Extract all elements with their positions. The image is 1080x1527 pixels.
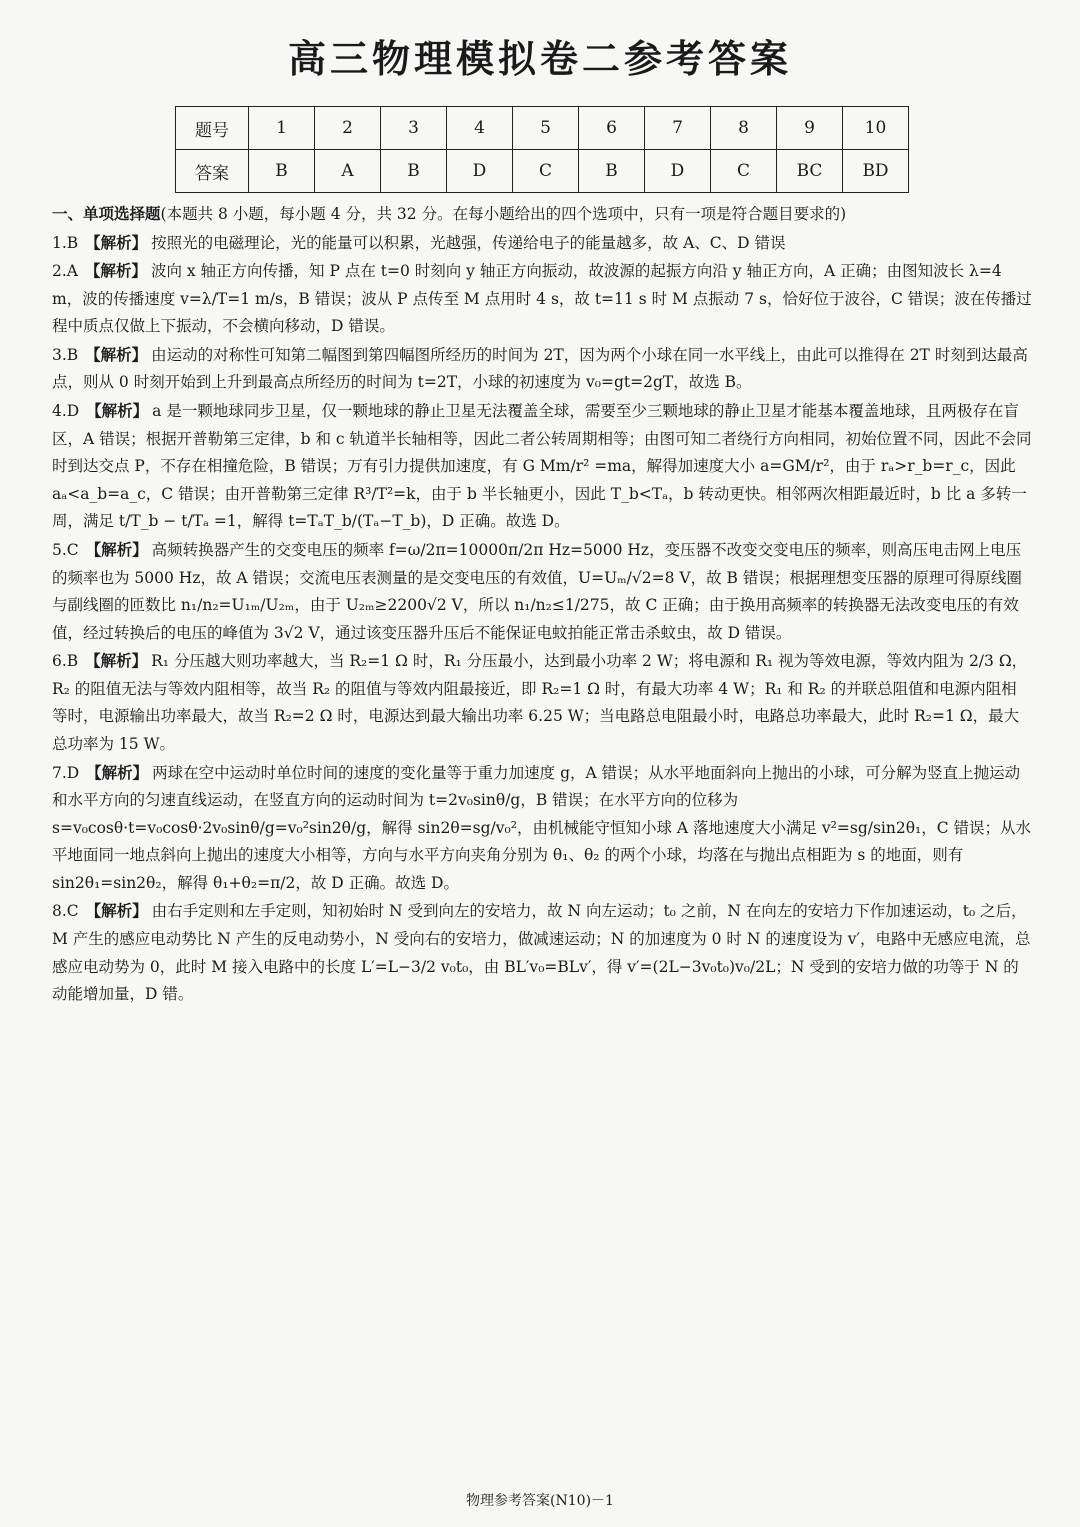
- question-number: 5: [513, 107, 579, 150]
- answer-table: [175, 106, 909, 193]
- item-number: 5.C: [52, 540, 79, 559]
- item-number: 4.D: [52, 402, 80, 421]
- section-heading: 一、单项选择题: [52, 204, 161, 223]
- header-label: 题号: [176, 107, 249, 150]
- item-number: 6.B: [52, 652, 79, 671]
- answer-cell: BC: [777, 150, 843, 193]
- answer-cell: D: [447, 150, 513, 193]
- question-number: 2: [315, 107, 381, 150]
- question-number: 6: [579, 107, 645, 150]
- question-number: 4: [447, 107, 513, 150]
- answer-label: 答案: [176, 150, 249, 193]
- analysis-tag: 【解析】: [85, 344, 148, 364]
- explanation-item: [52, 536, 1032, 647]
- section-note: (本题共 8 小题，每小题 4 分，共 32 分。在每小题给出的四个选项中，只有一项是符合题目要求的): [160, 205, 847, 223]
- item-number: 2.A: [52, 262, 78, 281]
- explanations-body: [52, 200, 1032, 1009]
- explanation-item: [52, 759, 1032, 898]
- analysis-tag: 【解析】: [85, 901, 148, 921]
- question-number: 1: [249, 107, 315, 150]
- explanation-item: [52, 229, 1032, 258]
- answer-cell: D: [645, 150, 711, 193]
- item-text: 由右手定则和左手定则，知初始时 N 受到向左的安培力，故 N 向左运动；t₀ 之前，N 在向左的安培力下作加速运动，t₀ 之后，M 产生的感应电动势比 N 产生的反电动势小，N 受向右的安培力，做减速运动；N 的加速度为 0 时 N 的速度设为 v′，电路中无感应电流，总感应电动势为 0，此时 M 接入电路中的长度 L′=L−3/2 v₀t₀，由 BL′v₀=BLv′，得 v′=(2L−3v₀t₀)v₀/2L；N 受到的安培力做的功等于 N 的动能增加量，D 错。: [52, 902, 1031, 1004]
- item-number: 8.C: [52, 902, 79, 921]
- explanation-item: [52, 341, 1032, 397]
- answer-cell: B: [381, 150, 447, 193]
- item-text: 按照光的电磁理论，光的能量可以积累，光越强，传递给电子的能量越多，故 A、C、D 错误: [151, 233, 786, 252]
- page-title: 高三物理模拟卷二参考答案: [287, 36, 792, 81]
- question-number: 3: [381, 107, 447, 150]
- item-number: 1.B: [52, 233, 79, 252]
- item-number: 7.D: [52, 763, 80, 782]
- item-text: 高频转换器产生的交变电压的频率 f=ω/2π=10000π/2π Hz=5000 Hz，变压器不改变交变电压的频率，则高压电击网上电压的频率也为 5000 Hz，故 A 错误；交流电压表测量的是交变电压的有效值，U=Uₘ/√2=8 V，故 B 错误；根据理想变压器的原理可得原线圈与副线圈的匝数比 n₁/n₂=U₁ₘ/U₂ₘ，由于 U₂ₘ≥2200√2 V，所以 n₁/n₂≤1/275，故 C 正确；由于换用高频率的转换器无法改变电压的有效值，经过转换后的电压的峰值为 3√2 V，通过该变压器升压后不能保证电蚊拍能正常击杀蚊虫，故 D 错误。: [52, 540, 1022, 642]
- answer-row: [176, 150, 909, 193]
- question-number: 8: [711, 107, 777, 150]
- analysis-tag: 【解析】: [85, 651, 148, 671]
- explanation-item: [52, 257, 1032, 341]
- explanation-item: [52, 897, 1032, 1008]
- explanation-item: [52, 647, 1032, 758]
- answer-cell: C: [711, 150, 777, 193]
- question-number: 9: [777, 107, 843, 150]
- answer-cell: A: [315, 150, 381, 193]
- analysis-tag: 【解析】: [85, 232, 148, 252]
- answer-cell: B: [579, 150, 645, 193]
- answer-cell: C: [513, 150, 579, 193]
- analysis-tag: 【解析】: [84, 261, 147, 281]
- analysis-tag: 【解析】: [85, 539, 148, 559]
- item-text: R₁ 分压越大则功率越大，当 R₂=1 Ω 时，R₁ 分压最小，达到最小功率 2 W；将电源和 R₁ 视为等效电源，等效内阻为 2/3 Ω，R₂ 的阻值无法与等效内阻相等，故当 R₂ 的阻值与等效内阻最接近，即 R₂=1 Ω 时，有最大功率 4 W；R₁ 和 R₂ 的并联总阻值和电源内阻相等时，电源输出功率最大，故当 R₂=2 Ω 时，电源达到最大输出功率 6.25 W；当电路总电阻最小时，电路总功率最大，此时 R₂=1 Ω，最大总功率为 15 W。: [52, 652, 1028, 753]
- item-text: 两球在空中运动时单位时间的速度的变化量等于重力加速度 g，A 错误；从水平地面斜向上抛出的小球，可分解为竖直上抛运动和水平方向的匀速直线运动，在竖直方向的运动时间为 t=2v₀sinθ/g，B 错误；在水平方向的位移为 s=v₀cosθ·t=v₀cosθ·2v₀sinθ/g=v₀²sin2θ/g，解得 sin2θ=sg/v₀²，由机械能守恒知小球 A 落地速度大小满足 v²=sg/sin2θ₁，C 错误；从水平地面同一地点斜向上抛出的速度大小相等，方向与水平方向夹角分别为 θ₁、θ₂ 的两个小球，均落在与抛出点相距为 s 的地面，则有 sin2θ₁=sin2θ₂，解得 θ₁+θ₂=π/2，故 D 正确。故选 D。: [52, 763, 1032, 892]
- item-text: 由运动的对称性可知第二幅图到第四幅图所经历的时间为 2T，因为两个小球在同一水平线上，由此可以推得在 2T 时刻到达最高点，则从 0 时刻开始到上升到最高点所经历的时间为 t=2T，小球的初速度为 v₀=gt=2gT，故选 B。: [52, 345, 1028, 392]
- question-number: 10: [843, 107, 909, 150]
- item-text: a 是一颗地球同步卫星，仅一颗地球的静止卫星无法覆盖全球，需要至少三颗地球的静止卫星才能基本覆盖地球，且两极存在盲区，A 错误；根据开普勒第三定律，b 和 c 轨道半长轴相等，因此二者公转周期相等；由图可知二者绕行方向相同，初始位置不同，因此不会同时到达交点 P，不存在相撞危险，B 错误；万有引力提供加速度，有 G Mm/r² =ma，解得加速度大小 a=GM/r²，由于 rₐ>r_b=r_c，因此 aₐ<a_b=a_c，C 错误；由开普勒第三定律 R³/T²=k，由于 b 半长轴更小，因此 T_b<Tₐ，b 转动更快。相邻两次相距最近时，b 比 a 多转一周，满足 t/T_b − t/Tₐ =1，解得 t=TₐT_b/(Tₐ−T_b)，D 正确。故选 D。: [52, 402, 1032, 531]
- item-number: 3.B: [52, 345, 79, 364]
- answer-cell: B: [249, 150, 315, 193]
- item-text: 波向 x 轴正方向传播，知 P 点在 t=0 时刻向 y 轴正方向振动，故波源的起振方向沿 y 轴正方向，A 正确；由图知波长 λ=4 m，波的传播速度 v=λ/T=1 m/s，B 错误；波从 P 点传至 M 点用时 4 s，故 t=11 s 时 M 点振动 7 s，恰好位于波谷，C 错误；波在传播过程中质点仅做上下振动，不会横向移动，D 错误。: [52, 262, 1032, 336]
- question-number-row: [176, 107, 909, 150]
- analysis-tag: 【解析】: [86, 762, 149, 782]
- explanation-item: [52, 397, 1032, 536]
- answer-cell: BD: [843, 150, 909, 193]
- analysis-tag: 【解析】: [86, 401, 149, 421]
- question-number: 7: [645, 107, 711, 150]
- page-footer: 物理参考答案(N10)－1: [466, 1493, 614, 1509]
- section-header: [52, 200, 1032, 229]
